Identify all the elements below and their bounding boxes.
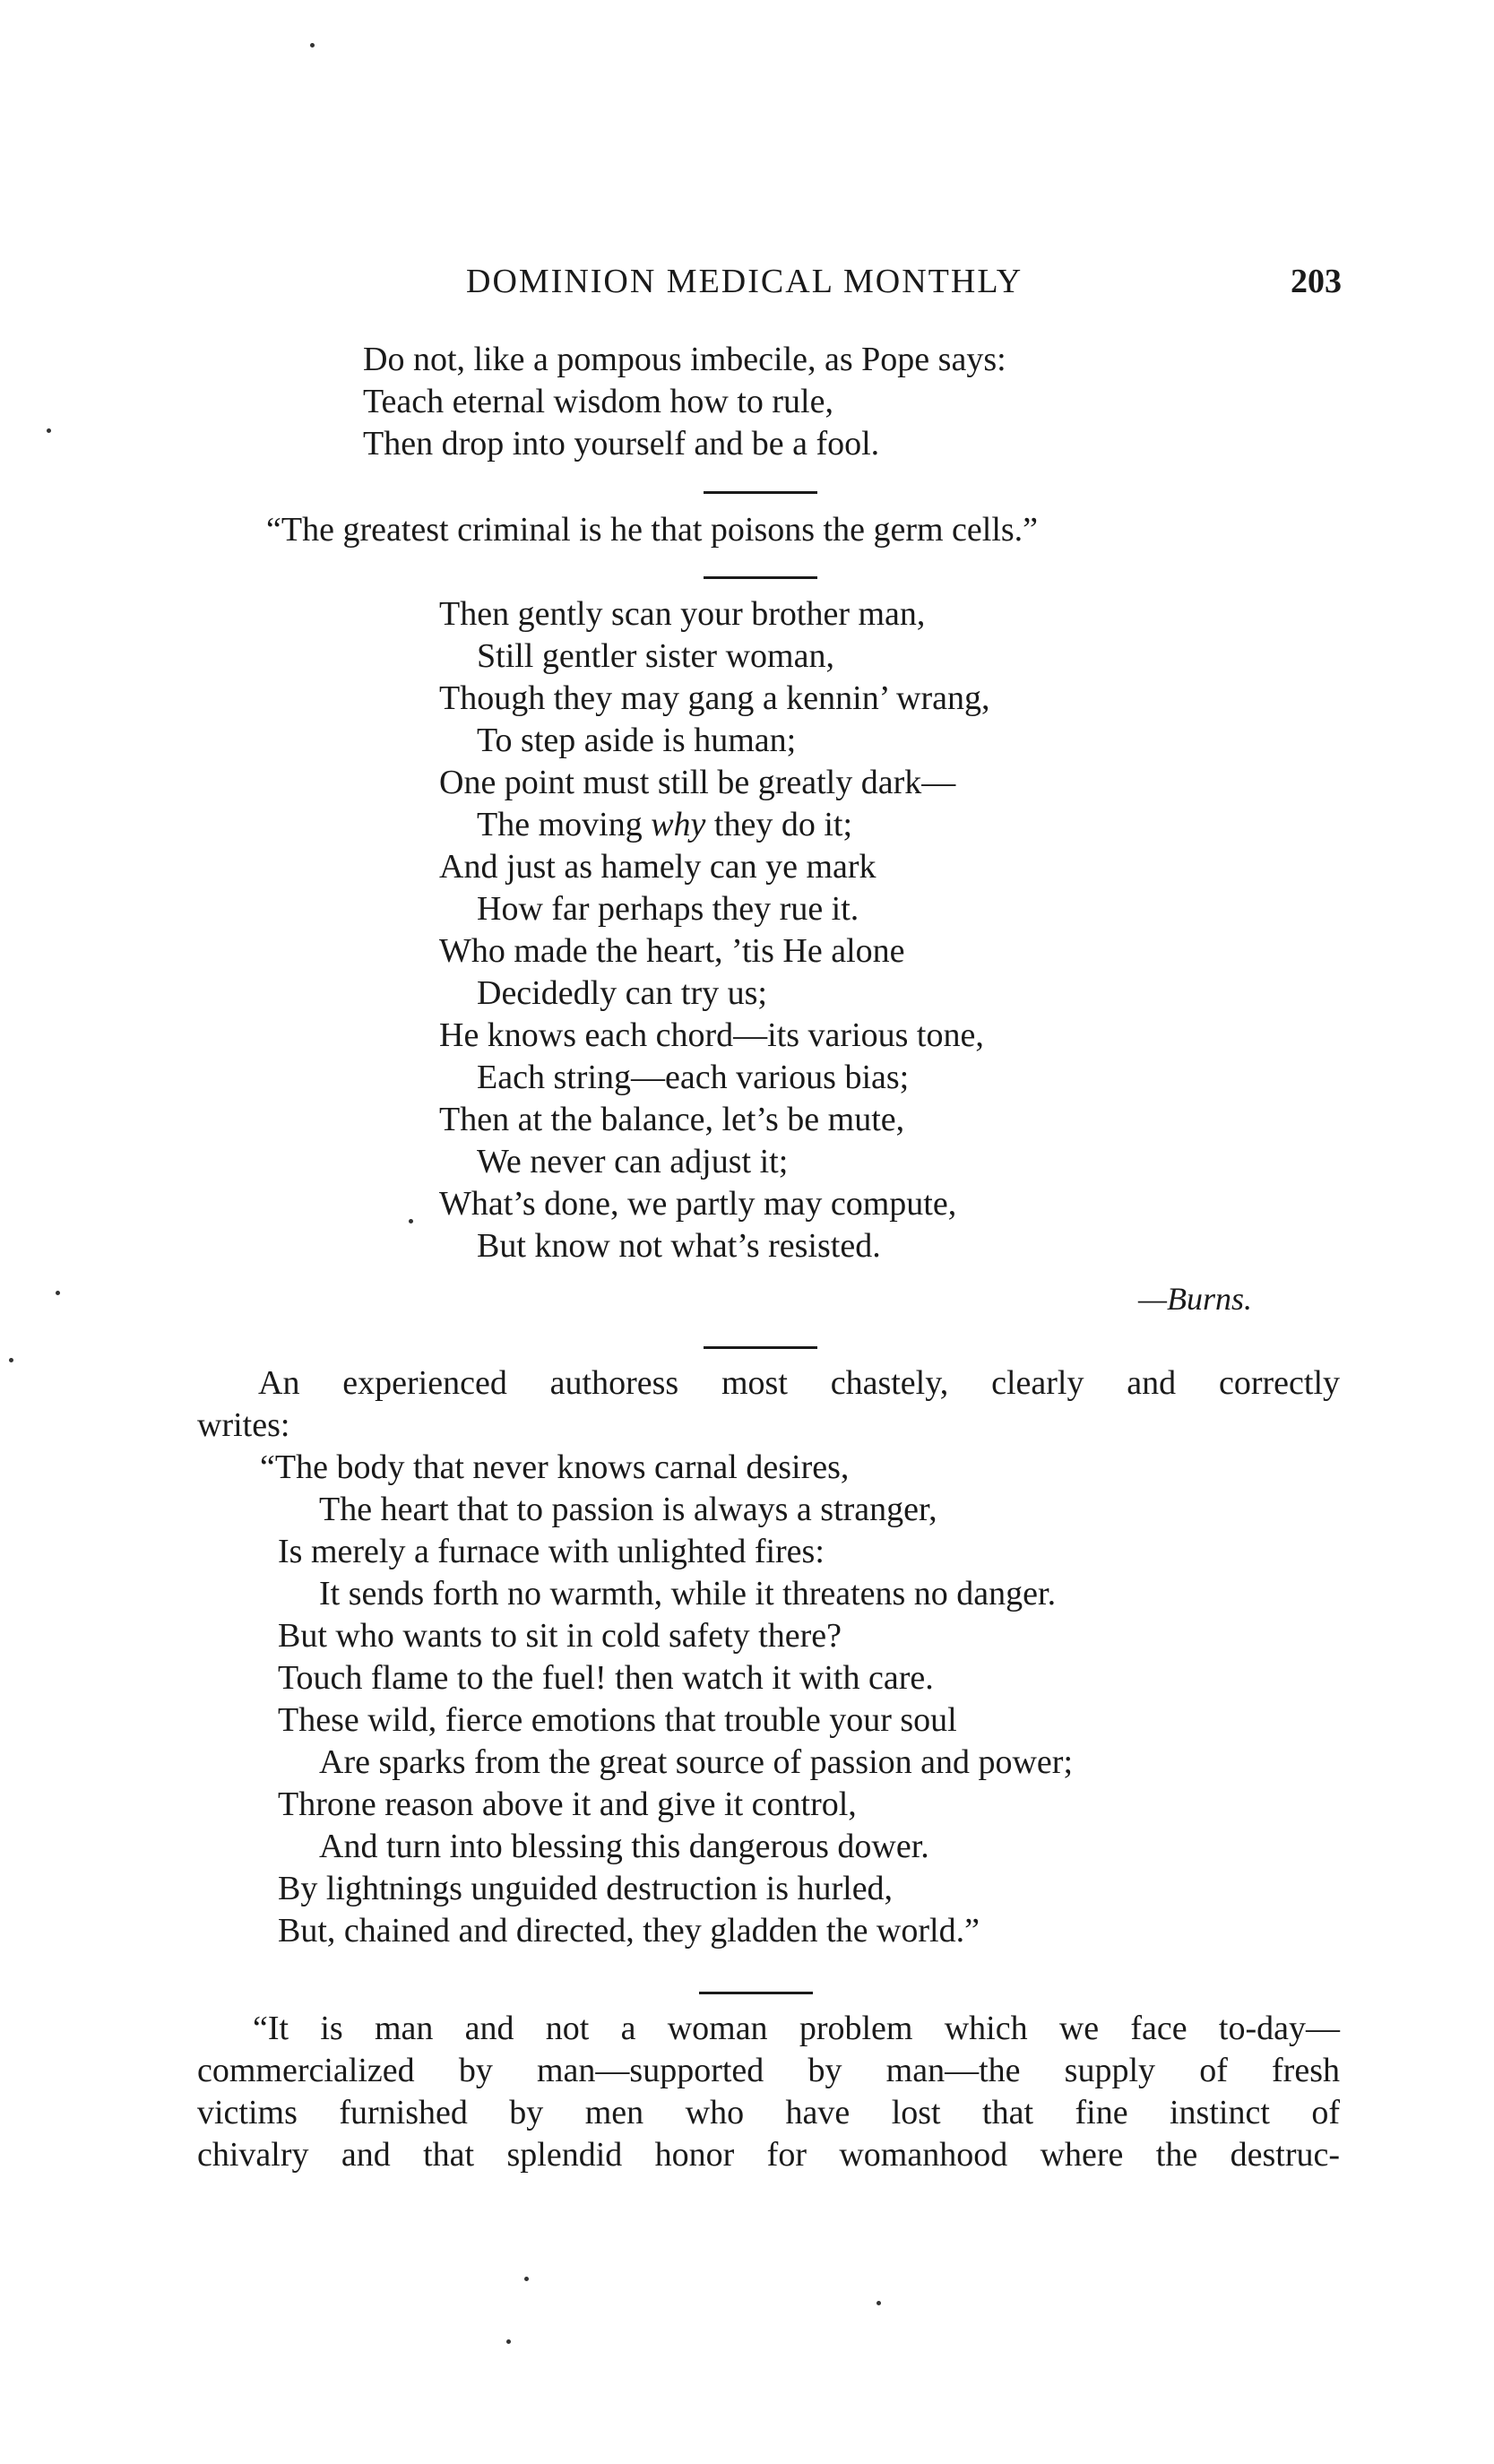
- poem-line: Is merely a furnace with unlighted fires:: [278, 1533, 825, 1570]
- scan-speck: [524, 2277, 529, 2281]
- poem-line: Touch flame to the fuel! then watch it with care.: [278, 1659, 934, 1697]
- poem-line: Are sparks from the great source of passion and power;: [319, 1743, 1074, 1781]
- poem-line: He knows each chord—its various tone,: [439, 1016, 984, 1054]
- poem-line: Though they may gang a kennin’ wrang,: [439, 679, 990, 717]
- poem-line: One point must still be greatly dark—: [439, 764, 956, 801]
- criminal-quote-text: “The greatest criminal is he that poisons the germ cells.”: [266, 511, 1039, 549]
- poem-line: We never can adjust it;: [477, 1143, 789, 1180]
- authoress-intro: [197, 1362, 1340, 1447]
- poem-text: they do it;: [705, 806, 853, 843]
- final-paragraph: [197, 2008, 1340, 2176]
- section-divider: [699, 1992, 813, 1994]
- poem-line: Then gently scan your brother man,: [439, 595, 926, 633]
- pope-line: Then drop into yourself and be a fool.: [363, 425, 880, 463]
- poem-line: [439, 804, 990, 846]
- poem-line: And turn into blessing this dangerous dower.: [319, 1828, 929, 1865]
- paragraph-line: victims furnished by men who have lost that fine instinct of: [197, 2094, 1340, 2131]
- scan-speck: [9, 1358, 13, 1362]
- burns-attribution: —Burns.: [1138, 1281, 1253, 1317]
- poem-line: And just as hamely can ye mark: [439, 848, 877, 886]
- poem-line: To step aside is human;: [477, 722, 797, 759]
- scan-speck: [506, 2339, 511, 2344]
- intro-line: An experienced authoress most chastely, clearly and correctly: [258, 1364, 1340, 1402]
- poem-line: By lightnings unguided destruction is hurled,: [278, 1870, 894, 1907]
- poem-line: Who made the heart, ’tis He alone: [439, 932, 905, 970]
- poem-line: “The body that never knows carnal desires,: [260, 1448, 850, 1486]
- poem-emphasis: why: [651, 806, 706, 843]
- poem-line: How far perhaps they rue it.: [477, 890, 859, 928]
- poem-line: But who wants to sit in cold safety there?: [278, 1617, 842, 1655]
- intro-line: writes:: [197, 1406, 290, 1444]
- scan-speck: [877, 2301, 881, 2305]
- poem-line: But, chained and directed, they gladden the world.”: [278, 1912, 980, 1950]
- page-number: 203: [1291, 263, 1342, 300]
- paragraph-line: chivalry and that splendid honor for womanhood where the destruc-: [197, 2136, 1340, 2174]
- poem-line: Each string—each various bias;: [477, 1059, 910, 1096]
- scan-speck: [409, 1219, 413, 1223]
- scan-speck: [47, 428, 51, 433]
- poem-line: The heart that to passion is always a stranger,: [319, 1491, 937, 1528]
- pope-line: Teach eternal wisdom how to rule,: [363, 383, 833, 420]
- poem-text: The moving: [477, 806, 652, 843]
- poem-line: What’s done, we partly may compute,: [439, 1185, 957, 1223]
- poem-line: It sends forth no warmth, while it threatens no danger.: [319, 1575, 1057, 1612]
- authoress-poem: [260, 1447, 1073, 1952]
- paragraph-line: commercialized by man—supported by man—the supply of fresh: [197, 2052, 1340, 2089]
- pope-quote: [363, 339, 1006, 465]
- pope-line: Do not, like a pompous imbecile, as Pope says:: [363, 341, 1006, 378]
- scan-speck: [310, 43, 315, 48]
- poem-line: Decidedly can try us;: [477, 974, 767, 1012]
- criminal-quote: [266, 509, 1038, 551]
- poem-line: Still gentler sister woman,: [477, 637, 834, 675]
- section-divider: [704, 491, 817, 494]
- running-title: DOMINION MEDICAL MONTHLY: [466, 263, 1023, 300]
- section-divider: [704, 576, 817, 579]
- poem-line: These wild, fierce emotions that trouble your soul: [278, 1701, 957, 1739]
- paragraph-line: “It is man and not a woman problem which we face to-day—: [253, 2010, 1340, 2047]
- poem-line: Throne reason above it and give it control,: [278, 1785, 857, 1823]
- poem-line: Then at the balance, let’s be mute,: [439, 1101, 905, 1138]
- burns-poem: [439, 593, 990, 1267]
- scan-speck: [56, 1291, 60, 1295]
- poem-line: But know not what’s resisted.: [477, 1227, 881, 1265]
- section-divider: [704, 1346, 817, 1349]
